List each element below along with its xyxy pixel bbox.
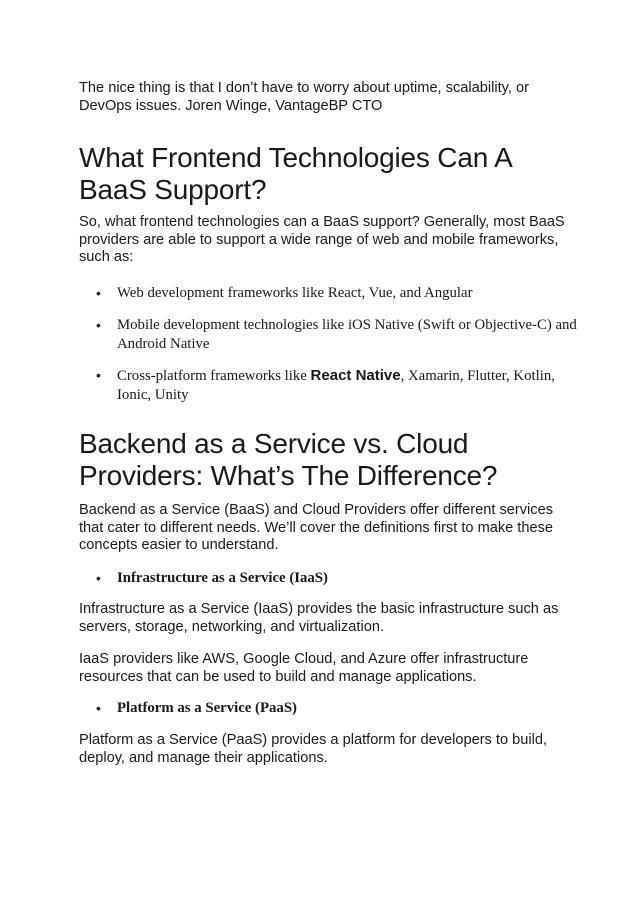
iaas-paragraph-2: IaaS providers like AWS, Google Cloud, and Azure offer infrastructure resources that can be used to build and manage applications. <box>79 651 529 685</box>
section-heading-frontend: What Frontend Technologies Can A BaaS Support? <box>79 142 512 205</box>
paas-paragraph-1: Platform as a Service (PaaS) provides a platform for developers to build, deploy, and manage their applications. <box>79 732 548 766</box>
iaas-paragraph-1: Infrastructure as a Service (IaaS) provides the basic infrastructure such as servers, storage, networking, and virtualization. <box>79 601 559 635</box>
bullet-icon: • <box>96 570 101 586</box>
list-item <box>79 569 579 588</box>
section-heading-baas-vs-cloud: Backend as a Service vs. Cloud Providers: What’s The Difference? <box>79 428 498 491</box>
bullet-icon: • <box>96 285 101 301</box>
frontend-list <box>79 284 579 405</box>
intro-quote: The nice thing is that I don’t have to worry about uptime, scalability, or DevOps issues. Joren Winge, VantageBP CTO <box>79 80 529 114</box>
list-item-text: Mobile development technologies like iOS Native (Swift or Objective-C) and Android Native <box>117 317 577 352</box>
bullet-icon: • <box>96 700 101 716</box>
paas-list <box>79 699 579 718</box>
paas-bullet-text: Platform as a Service (PaaS) <box>117 700 297 716</box>
bullet-icon: • <box>96 367 101 383</box>
list-item <box>79 699 579 718</box>
list-item <box>79 316 579 354</box>
list-item-text: , Xamarin, Flutter, Kotlin, Ionic, Unity <box>117 368 555 403</box>
list-item <box>79 284 579 303</box>
baas-vs-cloud-paragraph: Backend as a Service (BaaS) and Cloud Providers offer different services that cater to different needs. We’ll cover the definitions first to make these concepts easier to understand. <box>79 502 554 553</box>
iaas-bullet-text: Infrastructure as a Service (IaaS) <box>117 570 328 586</box>
iaas-list <box>79 569 579 588</box>
bullet-icon: • <box>96 317 101 333</box>
frontend-paragraph: So, what frontend technologies can a BaaS support? Generally, most BaaS providers are able to support a wide range of web and mobile frameworks, such as: <box>79 214 565 265</box>
list-item <box>79 366 579 405</box>
list-item-text: Cross-platform frameworks like <box>117 368 311 384</box>
react-native-emphasis: React Native <box>310 367 401 384</box>
list-item-text: Web development frameworks like React, Vue, and Angular <box>117 285 473 301</box>
